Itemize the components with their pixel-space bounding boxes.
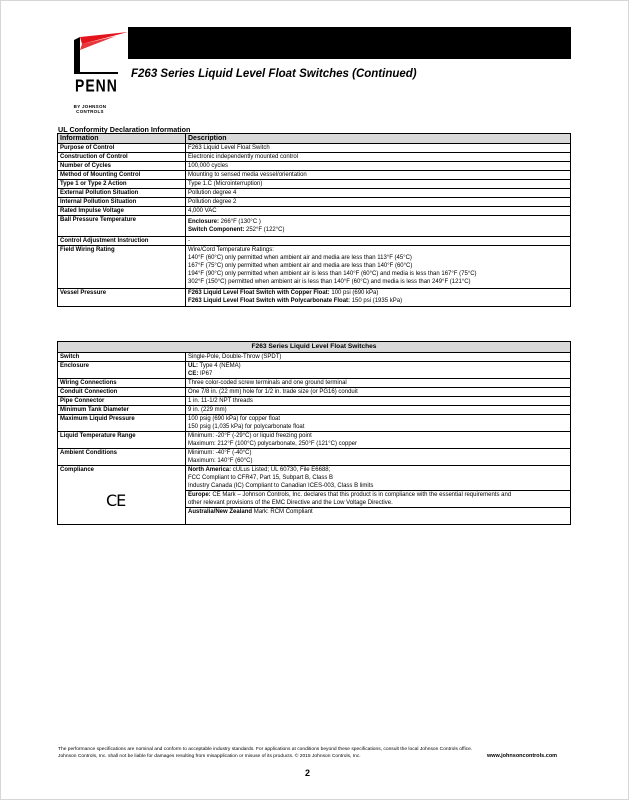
row-label	[58, 466, 186, 525]
column-header-description: Description	[186, 134, 571, 144]
field-wiring-line: 167°F (75°C) only permitted when ambient air and media are less than 140°F (60°C)	[188, 263, 413, 269]
row-label: External Pollution Situation	[58, 189, 186, 198]
compliance-europe	[186, 490, 570, 507]
table-header-row	[58, 134, 571, 144]
row-value: Electronic independently mounted control	[186, 153, 571, 162]
row-label: Number of Cycles	[58, 162, 186, 171]
table-row	[58, 144, 571, 153]
value-line: Minimum: -20°F (-29°C) or liquid freezing point	[188, 433, 312, 439]
value-line: 150 psig (1,035 kPa) for polycarbonate float	[188, 424, 305, 430]
table-row	[58, 237, 571, 246]
field-wiring-line: 194°F (90°C) only permitted when ambient air is less than 140°F (60°C) and media is less than 167°F (75°C)	[188, 271, 477, 277]
row-label: Wiring Connections	[58, 379, 186, 388]
header-bar	[128, 27, 571, 59]
row-label: Rated Impulse Voltage	[58, 207, 186, 216]
penn-logo	[60, 20, 130, 114]
table-row	[58, 216, 571, 237]
north-america-line: FCC Compliant to CFR47, Part 15, Subpart B, Class B	[188, 475, 334, 481]
table-row	[58, 388, 571, 397]
row-label: Field Wiring Rating	[58, 246, 186, 289]
table-row	[58, 153, 571, 162]
table-row	[58, 207, 571, 216]
anz-value: Mark: RCM Compliant	[252, 509, 313, 515]
row-value: Three color-coded screw terminals and one ground terminal	[186, 379, 571, 388]
value-line: 100 psig (690 kPa) for copper float	[188, 416, 281, 422]
table-row	[58, 189, 571, 198]
table-row	[58, 362, 571, 379]
row-label: Method of Mounting Control	[58, 171, 186, 180]
row-value: Mounting to sensed media vessel/orientation	[186, 171, 571, 180]
row-value	[186, 246, 571, 289]
table-row	[58, 180, 571, 189]
ce-label: CE:	[188, 371, 199, 377]
table-row	[58, 432, 571, 449]
row-value: Single-Pole, Double-Throw (SPDT)	[186, 353, 571, 362]
anz-label: Australia/New Zealand	[188, 509, 253, 515]
table-row	[58, 246, 571, 289]
table-header-row	[58, 342, 571, 353]
north-america-line: Industry Canada (IC) Compliant to Canadian ICES-003, Class B limits	[188, 483, 374, 489]
ul-value: Type 4 (NEMA)	[198, 363, 241, 369]
value-line: Minimum: -40°F (-40°C)	[188, 450, 252, 456]
row-value: 1 in. 11-1/2 NPT threads	[186, 397, 571, 406]
table-row	[58, 466, 571, 525]
polycarbonate-float-value: 150 psi (1935 kPa)	[350, 298, 403, 304]
row-value: 4,000 VAC	[186, 207, 571, 216]
copper-float-label: F263 Liquid Level Float Switch with Copper Float:	[188, 290, 330, 296]
table-row	[58, 198, 571, 207]
north-america-label: North America:	[188, 467, 232, 473]
row-label: Enclosure	[58, 362, 186, 379]
row-value: 9 in. (229 mm)	[186, 406, 571, 415]
row-label: Construction of Control	[58, 153, 186, 162]
logo-subtext: CONTROLS	[76, 109, 104, 114]
row-label: Purpose of Control	[58, 144, 186, 153]
europe-value: CE Mark – Johnson Controls, Inc. declares that this product is in compliance with the essential requirements and	[210, 492, 512, 498]
table-row	[58, 162, 571, 171]
logo-word: PENN	[75, 75, 118, 95]
row-value: Pollution degree 2	[186, 198, 571, 207]
copper-float-value: 100 psi (690 kPa)	[329, 290, 379, 296]
document-title: F263 Series Liquid Level Float Switches (Continued)	[131, 68, 417, 80]
europe-line: other relevant provisions of the EMC Directive and the Low Voltage Directive.	[188, 500, 393, 506]
row-label: Ball Pressure Temperature	[58, 216, 186, 237]
polycarbonate-float-label: F263 Liquid Level Float Switch with Polycarbonate Float:	[188, 298, 351, 304]
row-value: Type 1.C (Microinterruption)	[186, 180, 571, 189]
row-label: Liquid Temperature Range	[58, 432, 186, 449]
row-value	[186, 216, 571, 237]
row-label: Internal Pollution Situation	[58, 198, 186, 207]
row-value	[186, 415, 571, 432]
row-label: Pipe Connector	[58, 397, 186, 406]
f263-spec-table	[57, 341, 571, 525]
table-row	[58, 449, 571, 466]
value-line: Maximum: 140°F (60°C)	[188, 458, 253, 464]
row-label: Maximum Liquid Pressure	[58, 415, 186, 432]
row-value	[186, 449, 571, 466]
table-row	[58, 406, 571, 415]
ce-value: IP67	[198, 371, 213, 377]
switch-component-value: 252°F (122°C)	[244, 227, 285, 233]
page-number: 2	[305, 768, 311, 778]
footer-line: The performance specifications are nominal and conform to acceptable industry standards. For applications at conditions beyond these specifications, consult the local Johnson Controls office.	[58, 747, 473, 752]
row-value	[186, 466, 571, 525]
europe-label: Europe:	[188, 492, 211, 498]
compliance-anz	[186, 507, 570, 516]
row-label: Minimum Tank Diameter	[58, 406, 186, 415]
ul-section-heading: UL Conformity Declaration Information	[58, 125, 191, 134]
ul-conformity-table	[57, 133, 571, 307]
north-america-value: cULus Listed; UL 60730, File E6688;	[231, 467, 331, 473]
row-label: Type 1 or Type 2 Action	[58, 180, 186, 189]
table-row	[58, 353, 571, 362]
enclosure-value: 266°F (130°C )	[219, 219, 261, 225]
row-value: Pollution degree 4	[186, 189, 571, 198]
ce-mark-icon: CE	[106, 491, 126, 510]
row-label: Vessel Pressure	[58, 289, 186, 307]
row-value: One 7/8 in. (22 mm) hole for 1/2 in. trade size (or PG16) conduit	[186, 388, 571, 397]
enclosure-label: Enclosure:	[188, 219, 220, 225]
compliance-north-america	[186, 466, 570, 490]
table-row	[58, 415, 571, 432]
compliance-label: Compliance	[60, 467, 95, 473]
field-wiring-intro: Wire/Cord Temperature Ratings:	[188, 247, 274, 253]
logo-graphic	[60, 20, 130, 80]
row-value	[186, 289, 571, 307]
row-label: Switch	[58, 353, 186, 362]
spec-table-heading: F263 Series Liquid Level Float Switches	[58, 342, 571, 353]
row-label: Conduit Connection	[58, 388, 186, 397]
row-value	[186, 362, 571, 379]
row-value: 100,000 cycles	[186, 162, 571, 171]
column-header-information: Information	[58, 134, 186, 144]
ul-label: UL:	[188, 363, 198, 369]
value-line: Maximum: 212°F (100°C) polycarbonate, 250°F (121°C) copper	[188, 441, 358, 447]
footer-line: Johnson Controls, Inc. shall not be liable for damages resulting from misapplication or misuse of its products. © 2015 Johnson Controls, Inc.	[58, 754, 361, 759]
logo-subtext: BY JOHNSON	[73, 104, 107, 109]
row-label: Ambient Conditions	[58, 449, 186, 466]
footer-website-link[interactable]: www.johnsoncontrols.com	[487, 753, 558, 759]
row-value	[186, 432, 571, 449]
row-value: F263 Liquid Level Float Switch	[186, 144, 571, 153]
field-wiring-line: 140°F (60°C) only permitted when ambient air and media are less than 113°F (45°C)	[188, 255, 412, 261]
field-wiring-line: 302°F (150°C) permitted when ambient air is less than 140°F (60°C) and media is less than 249°F (121°C)	[188, 279, 471, 285]
table-row	[58, 289, 571, 307]
table-row	[58, 171, 571, 180]
table-row	[58, 379, 571, 388]
switch-component-label: Switch Component:	[188, 227, 245, 233]
table-row	[58, 397, 571, 406]
row-value: -	[186, 237, 571, 246]
row-label: Control Adjustment Instruction	[58, 237, 186, 246]
